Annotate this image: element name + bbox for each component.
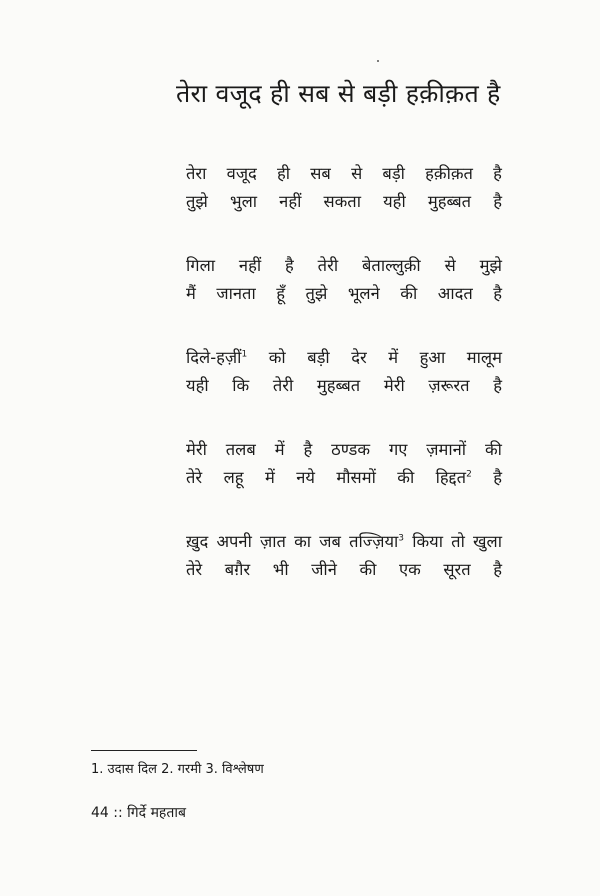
stanza-3 bbox=[186, 344, 502, 400]
word: मौसमों bbox=[336, 468, 376, 487]
word: है bbox=[493, 192, 502, 211]
word: किया bbox=[412, 532, 443, 551]
stanza-4 bbox=[186, 436, 502, 492]
word: गए bbox=[388, 440, 408, 459]
word: बड़ी bbox=[307, 348, 330, 367]
word: आदत bbox=[437, 284, 473, 303]
verse-line bbox=[186, 344, 502, 372]
word: तुझे bbox=[305, 284, 328, 303]
word: जानता bbox=[216, 284, 256, 303]
verse-line bbox=[186, 252, 502, 280]
word: है bbox=[493, 376, 502, 395]
word bbox=[436, 464, 472, 492]
verse-line bbox=[186, 556, 502, 584]
word: ख़ुद bbox=[186, 532, 209, 551]
page-number: 44 bbox=[91, 805, 109, 821]
verse-line bbox=[186, 160, 502, 188]
word: मालूम bbox=[466, 348, 502, 367]
word: सकता bbox=[323, 192, 361, 211]
word: खुला bbox=[473, 532, 502, 551]
verse-line bbox=[186, 528, 502, 556]
ink-speck bbox=[377, 60, 379, 62]
verse-line bbox=[186, 188, 502, 216]
word: मेरी bbox=[383, 376, 405, 395]
word: गिला bbox=[186, 256, 216, 275]
word: है bbox=[493, 284, 502, 303]
word: यही bbox=[186, 376, 209, 395]
verse-line bbox=[186, 436, 502, 464]
word: में bbox=[264, 468, 275, 487]
word-text: तज्ज़िया bbox=[349, 532, 399, 551]
word: हक़ीक़त bbox=[425, 164, 473, 183]
word: भूलने bbox=[347, 284, 380, 303]
word: मैं bbox=[186, 284, 196, 303]
word: मुहब्बत bbox=[316, 376, 361, 395]
word: में bbox=[388, 348, 399, 367]
word: है bbox=[493, 560, 502, 579]
word: सब bbox=[310, 164, 331, 183]
word: है bbox=[493, 164, 502, 183]
footer-separator: :: bbox=[113, 805, 123, 821]
word: तेरे bbox=[186, 468, 203, 487]
word: तेरा bbox=[186, 164, 207, 183]
word: है bbox=[285, 256, 294, 275]
word bbox=[186, 344, 247, 372]
word: ज़रूरत bbox=[428, 376, 470, 395]
word: नये bbox=[296, 468, 315, 487]
word: जीने bbox=[311, 560, 337, 579]
word: बड़ी bbox=[382, 164, 405, 183]
verse-line bbox=[186, 280, 502, 308]
word: ठण्डक bbox=[331, 440, 371, 459]
footnote-text: 1. उदास दिल 2. गरमी 3. विश्लेषण bbox=[91, 762, 264, 777]
word-text: दिले-हज़ीं bbox=[186, 348, 242, 367]
word: मुझे bbox=[479, 256, 502, 275]
word: मेरी bbox=[186, 440, 207, 459]
word: तुझे bbox=[186, 192, 208, 211]
word: अपनी bbox=[216, 532, 252, 551]
word: की bbox=[484, 440, 502, 459]
word: भी bbox=[272, 560, 289, 579]
word: है bbox=[303, 440, 313, 459]
stanza-2 bbox=[186, 252, 502, 308]
word: से bbox=[351, 164, 363, 183]
footnote-mark: 1 bbox=[241, 349, 248, 360]
word: हुआ bbox=[419, 348, 446, 367]
word: तो bbox=[451, 532, 465, 551]
word: है bbox=[493, 468, 502, 487]
word: देर bbox=[351, 348, 367, 367]
word: तेरी bbox=[272, 376, 294, 395]
word: ही bbox=[277, 164, 291, 183]
word: तेरे bbox=[186, 560, 203, 579]
footnote-mark: 2 bbox=[466, 469, 472, 480]
stanza-1 bbox=[186, 160, 502, 216]
word: तेरी bbox=[317, 256, 339, 275]
word-text: हिद्दत bbox=[435, 468, 467, 487]
word: की bbox=[400, 284, 418, 303]
verse-line bbox=[186, 464, 502, 492]
word: नहीं bbox=[279, 192, 302, 211]
word: लहू bbox=[223, 468, 244, 487]
stanza-5 bbox=[186, 528, 502, 584]
word: कि bbox=[232, 376, 250, 395]
word: की bbox=[359, 560, 377, 579]
word: बेताल्लुक़ी bbox=[362, 256, 421, 275]
word: हूँ bbox=[276, 284, 285, 303]
word: भुला bbox=[230, 192, 258, 211]
word: में bbox=[274, 440, 285, 459]
word: एक bbox=[398, 560, 421, 579]
word: की bbox=[397, 468, 415, 487]
word: सूरत bbox=[443, 560, 471, 579]
footnote-mark: 3 bbox=[398, 533, 405, 544]
word: तलब bbox=[225, 440, 256, 459]
word: मुहब्बत bbox=[427, 192, 472, 211]
word: जब bbox=[319, 532, 341, 551]
page-footer bbox=[91, 802, 186, 824]
word: को bbox=[268, 348, 286, 367]
word: ज़ात bbox=[260, 532, 286, 551]
word: बग़ैर bbox=[224, 560, 251, 579]
word: ज़मानों bbox=[426, 440, 467, 459]
word: यही bbox=[383, 192, 406, 211]
footnote-divider bbox=[91, 750, 197, 751]
word: से bbox=[444, 256, 456, 275]
word bbox=[349, 528, 404, 556]
word: नहीं bbox=[238, 256, 262, 275]
poem-title: तेरा वजूद ही सब से बड़ी हक़ीक़त है bbox=[176, 79, 501, 108]
word: वजूद bbox=[226, 164, 257, 183]
verse-line bbox=[186, 372, 502, 400]
word: का bbox=[294, 532, 312, 551]
book-title: गिर्दे महताब bbox=[127, 805, 186, 821]
poem-body bbox=[186, 160, 502, 620]
